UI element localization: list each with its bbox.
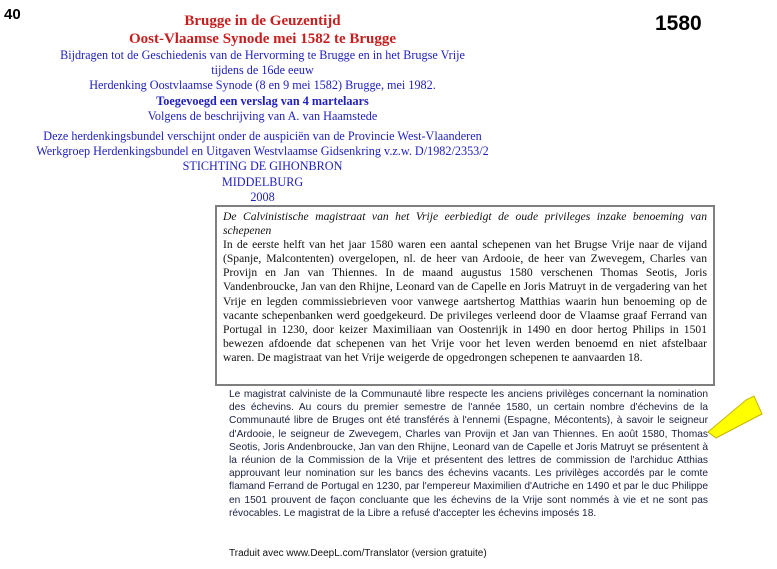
header-line: tijdens de 16de eeuw (211, 63, 314, 78)
header-line: Bijdragen tot de Geschiedenis van de Hervorming te Brugge en in het Brugse Vrije (60, 48, 465, 62)
header-line: Werkgroep Herdenkingsbundel en Uitgaven Westvlaamse Gidsenkring v.z.w. D/1982/2353/2 (36, 144, 489, 159)
publisher-city: MIDDELBURG (221, 174, 304, 189)
header-line: Herdenking Oostvlaamse Synode (8 en 9 mei 1582) Brugge, mei 1982. (89, 78, 436, 93)
header-line: Deze herdenkingsbundel verschijnt onder de auspiciën van de Provincie West-Vlaanderen (43, 129, 482, 144)
header-line: Volgens de beschrijving van A. van Haamstede (147, 108, 378, 123)
yellow-arrow-icon (706, 392, 766, 442)
dutch-excerpt-title: De Calvinistische magistraat van het Vrije eerbiedigt de oude privileges inzake benoeming van schepenen (223, 210, 707, 238)
page-number: 40 (4, 6, 21, 23)
dutch-excerpt-box (215, 205, 715, 386)
year-label: 1580 (655, 12, 702, 35)
translation-credit: Traduit avec www.DeepL.com/Translator (version gratuite) (229, 548, 487, 559)
book-title: Brugge in de Geuzentijd (184, 13, 341, 29)
dutch-excerpt-body: In de eerste helft van het jaar 1580 waren een aantal schepenen van het Brugse Vrije naar de vijand (Spanje, Malcontenten) overgelopen, nl. de heer van Ardooie, de heer van Zwevegem, Charles van Provijn en Jan van Thiennes. In de maand augustus 1580 verschenen Thomas Seotis, Joris Vandenbroucke, Jan van den Rhijne, Leonard van de Capelle en Joris Matruyt in de vergadering van het Vrije en legden commissiebrieven voor vanwege aartshertog Matthias waarin hun benoeming op de vacante schepenbanken werd goedgekeurd. De privileges verleend door de Vlaamse graaf Ferrand van Portugal in 1230, door keizer Maximiliaan van Oostenrijk in 1490 en door hertog Philips in 1501 bewezen afdoende dat schepenen van het Vrije voor het leven werden benoemd en niet afstelbaar waren. De magistraat van het Vrije weigerde de opgedrongen schepenen te aanvaarden 18. (223, 238, 707, 364)
french-translation: Le magistrat calviniste de la Communauté libre respecte les anciens privilèges concernant la nomination des échevins. Au cours du premier semestre de l'année 1580, un certain nombre d'échevins de la Communauté libre de Bruges ont été transférés à l'ennemi (Espagne, Mécontents), à savoir le seigneur d'Ardooie, le seigneur de Zwevegem, Charles van Provijn et Jan van Thiennes. En août 1580, Thomas Seotis, Joris Andenbroucke, Jan van den Rhijne, Leonard van de Capelle et Joris Matruyt se présentent à la réunion de la Commission de la Vrije et présentent des lettres de commission de l'archiduc Atthias approuvant leur nomination sur les bancs des échevins vacants. Les privilèges accordés par le comte flamand Ferrand de Portugal en 1230, par l'empereur Maximilien d'Autriche en 1490 et par le duc Philippe en 1501 prouvent de façon concluante que les échevins de la Vrije sont nommés à vie et ne sont pas révocables. Le magistrat de la Libre a refusé d'accepter les échevins imposés 18. (229, 389, 708, 519)
book-subtitle: Oost-Vlaamse Synode mei 1582 te Brugge (128, 31, 397, 47)
publication-year: 2008 (250, 189, 275, 204)
header-line: Toegevoegd een verslag van 4 martelaars (156, 93, 369, 108)
publisher: STICHTING DE GIHONBRON (182, 159, 343, 174)
book-header (0, 12, 525, 205)
